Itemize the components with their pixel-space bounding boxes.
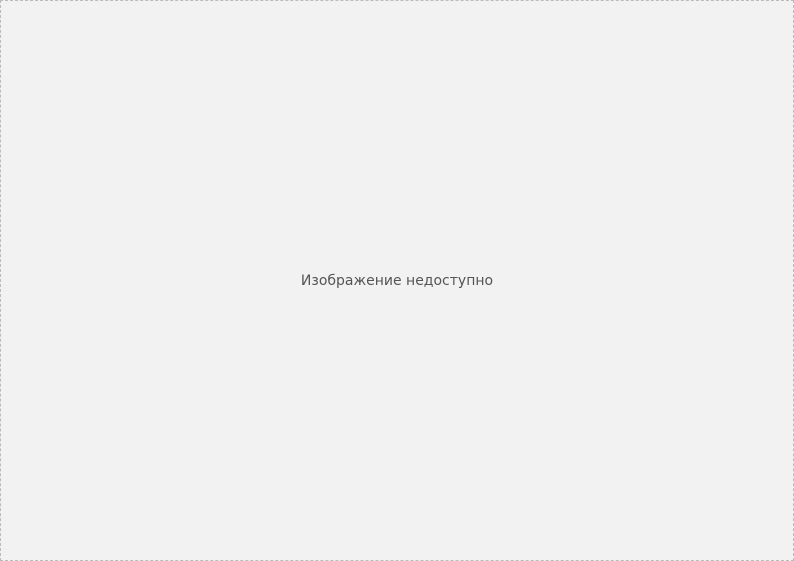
status-message: Изображение недоступно <box>300 272 494 289</box>
